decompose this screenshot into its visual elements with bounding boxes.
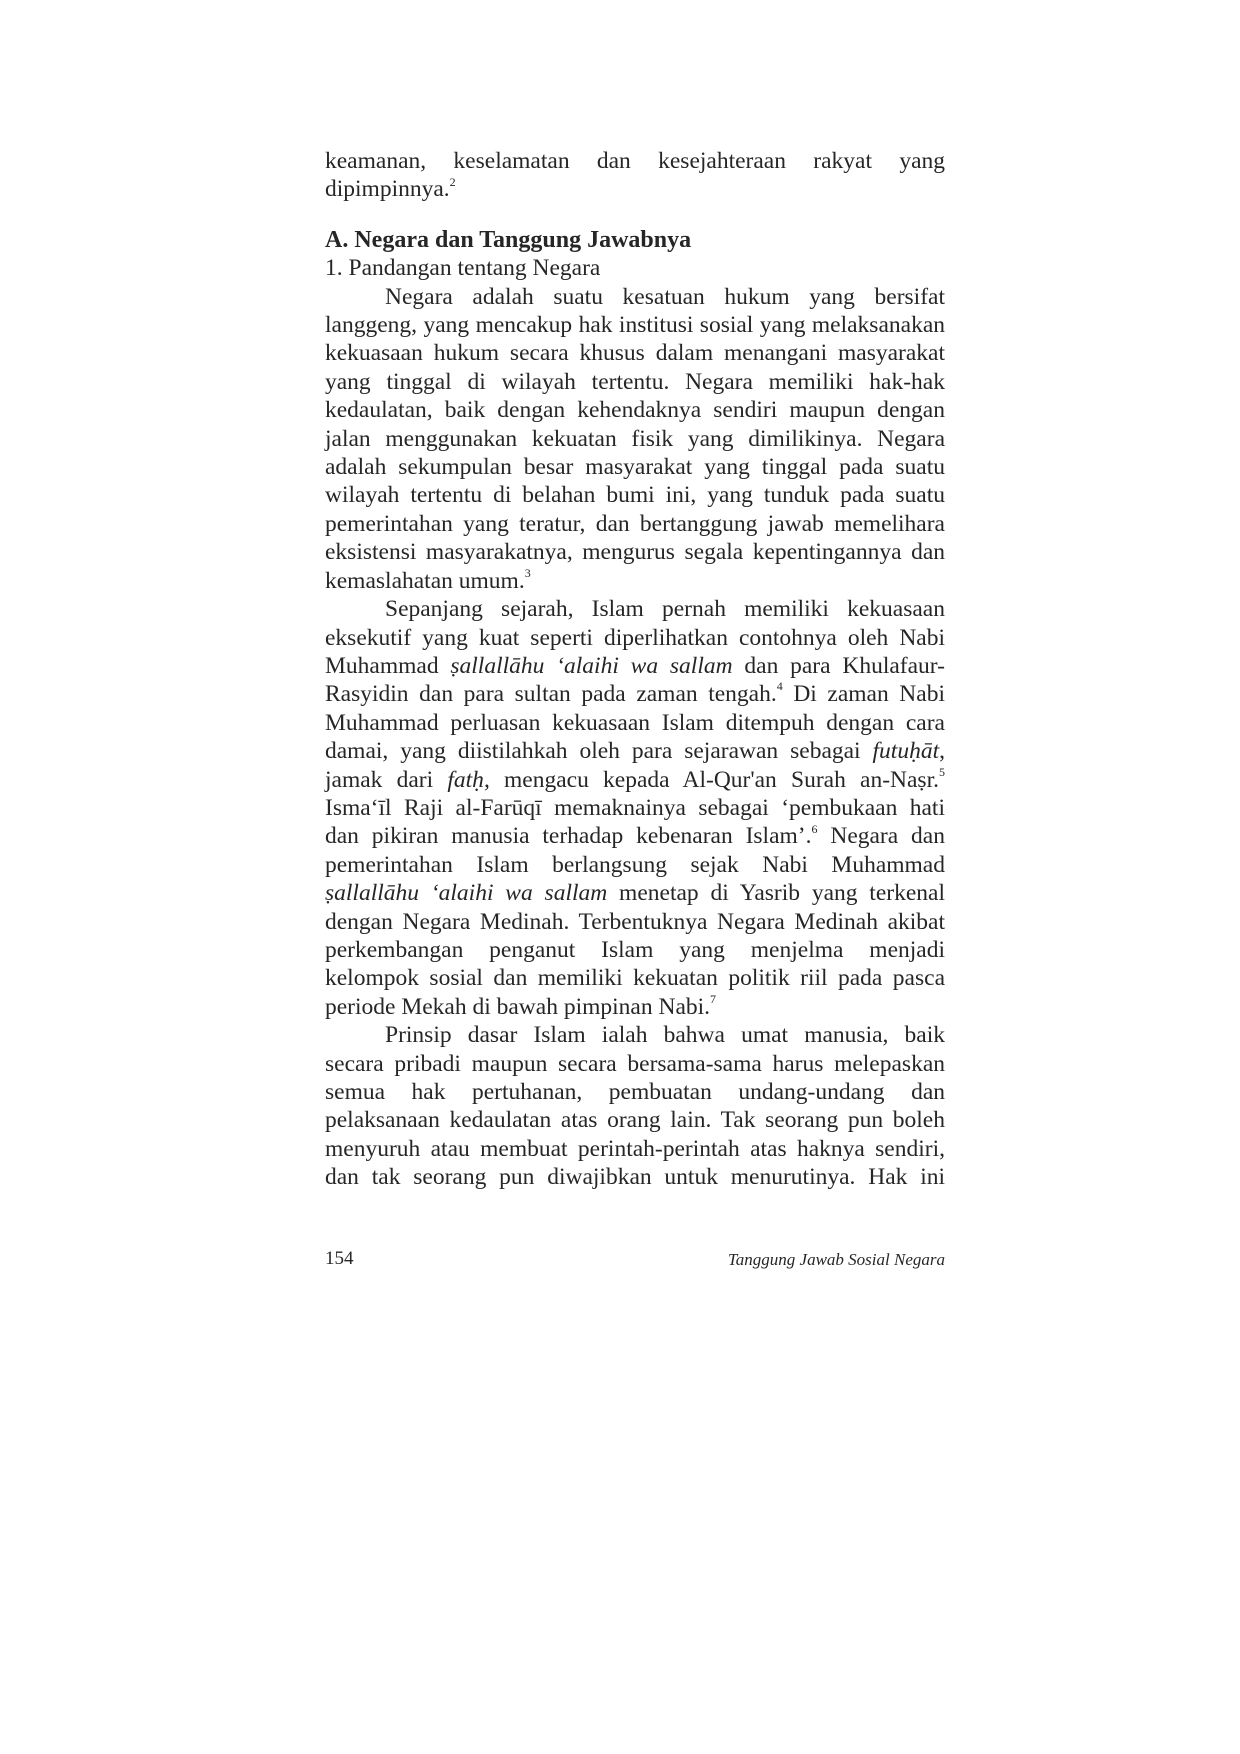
text-line: Muhammad ṣallallāhu ‘alaihi wa sallam dan para Khulafaur-: [325, 652, 945, 679]
text-line: dan tak seorang pun diwajibkan untuk menurutinya. Hak ini: [325, 1164, 945, 1191]
text-line: perkembangan penganut Islam yang menjelma menjadi: [325, 936, 945, 963]
text-line: eksekutif yang kuat seperti diperlihatkan contohnya oleh Nabi: [325, 624, 945, 651]
footnote-ref[interactable]: 2: [449, 174, 456, 189]
text-line: adalah sekumpulan besar masyarakat yang tinggal pada suatu: [325, 454, 945, 481]
page-number: 154: [325, 1248, 354, 1269]
text-line: Isma‘īl Raji al-Farūqī memaknainya sebagai ‘pembukaan hati: [325, 794, 945, 821]
subsection-heading: 1. Pandangan tentang Negara: [325, 255, 601, 282]
running-title: Tanggung Jawab Sosial Negara: [727, 1250, 945, 1269]
text-line: yang tinggal di wilayah tertentu. Negara memiliki hak-hak: [325, 368, 945, 395]
footnote-ref[interactable]: 7: [710, 991, 717, 1006]
text-line: dan pikiran manusia terhadap kebenaran Islam’.$^6$ Negara dan: [325, 821, 945, 850]
text-line: periode Mekah di bawah pimpinan Nabi.$^7$: [325, 991, 717, 1020]
text-line: dengan Negara Medinah. Terbentuknya Negara Medinah akibat: [325, 908, 945, 935]
text-line: jalan menggunakan kekuatan fisik yang dimilikinya. Negara: [325, 425, 945, 452]
honorific-italic: ṣallallāhu ‘alaihi wa sallam: [450, 652, 733, 679]
text-line: eksistensi masyarakatnya, mengurus segala kepentingannya dan: [325, 539, 945, 566]
text-line: kemaslahatan umum.$^3$: [325, 565, 531, 594]
text-line: secara pribadi maupun secara bersama-sama harus melepaskan: [325, 1050, 945, 1077]
text-line: pemerintahan yang teratur, dan bertanggung jawab memelihara: [325, 510, 945, 537]
text-line: ṣallallāhu ‘alaihi wa sallam menetap di Yasrib yang terkenal: [325, 880, 945, 907]
footnote-ref[interactable]: 3: [524, 565, 531, 580]
paragraph: [325, 283, 945, 595]
text-line: dipimpinnya.$^2$: [325, 174, 456, 203]
footnote-ref[interactable]: 5: [939, 764, 945, 779]
text-line: menyuruh atau membuat perintah-perintah atas haknya sendiri,: [325, 1135, 945, 1162]
body-text: [325, 147, 945, 1192]
paragraph: [325, 595, 945, 1021]
text-line: pelaksanaan kedaulatan atas orang lain. Tak seorang pun boleh: [325, 1107, 945, 1134]
text-line: Muhammad perluasan kekuasaan Islam ditempuh dengan cara: [325, 709, 945, 736]
text-line: Prinsip dasar Islam ialah bahwa umat manusia, baik: [385, 1022, 945, 1049]
text-line: kelompok sosial dan memiliki kekuatan politik riil pada pasca: [325, 965, 945, 992]
footnote-ref[interactable]: 6: [811, 821, 818, 836]
text-line: semua hak pertuhanan, pembuatan undang-undang dan: [325, 1079, 945, 1105]
text-line: langgeng, yang mencakup hak institusi sosial yang melaksanakan: [325, 312, 945, 339]
term-italic: futuḥāt: [872, 738, 940, 765]
text-line: Rasyidin dan para sultan pada zaman tengah.$^4$ Di zaman Nabi: [325, 679, 945, 708]
text-line: jamak dari fatḥ, mengacu kepada Al-Qur'an Surah an-Naṣr.$^5$: [325, 764, 945, 793]
text-line: wilayah tertentu di belahan bumi ini, yang tunduk pada suatu: [325, 482, 945, 509]
text-line: damai, yang diistilahkah oleh para sejarawan sebagai futuḥāt,: [325, 738, 945, 765]
text-line: kekuasaan hukum secara khusus dalam menangani masyarakat: [325, 340, 945, 367]
continuation-paragraph: [325, 147, 945, 204]
text-line: Sepanjang sejarah, Islam pernah memiliki kekuasaan: [385, 596, 945, 623]
text-line: Negara adalah suatu kesatuan hukum yang bersifat: [385, 283, 945, 310]
text-line: kedaulatan, baik dengan kehendaknya sendiri maupun dengan: [325, 397, 945, 424]
honorific-italic: ṣallallāhu ‘alaihi wa sallam: [325, 880, 608, 907]
paragraph: [325, 1021, 945, 1191]
text-line: pemerintahan Islam berlangsung sejak Nabi Muhammad: [325, 851, 945, 878]
text-line: keamanan, keselamatan dan kesejahteraan rakyat yang: [325, 148, 945, 174]
footnote-ref[interactable]: 4: [776, 679, 783, 694]
term-italic: fatḥ: [447, 766, 484, 793]
section-heading: A. Negara dan Tanggung Jawabnya: [325, 226, 692, 253]
